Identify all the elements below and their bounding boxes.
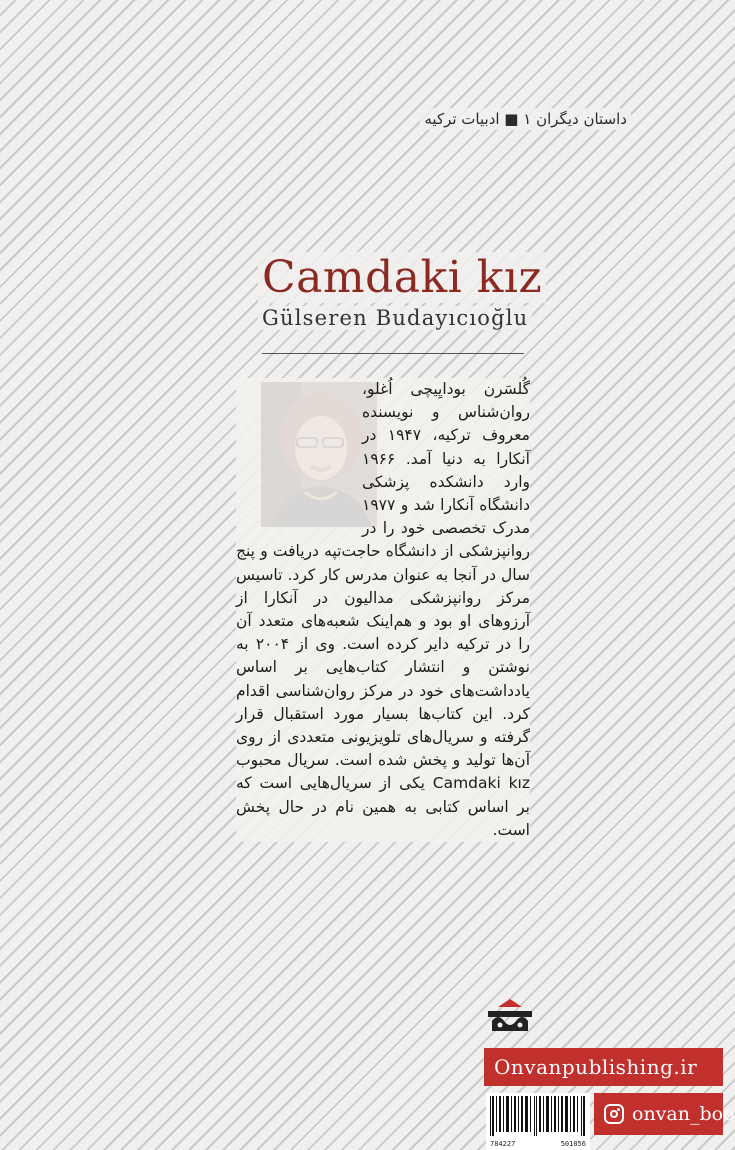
isbn-barcode: [486, 1093, 590, 1150]
publisher-website[interactable]: Onvanpublishing.ir: [484, 1048, 723, 1086]
barcode-digits: [490, 1140, 586, 1148]
publisher-instagram[interactable]: [594, 1093, 735, 1135]
book-author: Gülseren Budayıcıoğlu: [258, 306, 532, 330]
onvan-logo-icon: [480, 995, 540, 1037]
instagram-handle: onvan_boo: [632, 1103, 735, 1125]
author-bio: [236, 378, 530, 842]
author-bio-text: گُلسَرن بودایِیچی اُغلو، روان‌شناس و نویسنده معروف ترکیه، ۱۹۴۷ در آنکارا به دنیا آمد. ۱۹۶۶ وارد دانشکده پزشکی دانشگاه آنکارا شد و ۱۹۷۷ مدرک تخصصی خود را در روانپزشکی از دانشگاه حاجت‌تپه دریافت و پنج سال در آنجا به عنوان مدرس کار کرد. تاسیس مرکز روانپزشکی مدالیون در آنکارا از آرزوهای او بود و هم‌اینک شعبه‌های متعدد آن را در ترکیه دایر کرده است. وی از ۲۰۰۴ به نوشتن و انتشار کتاب‌هایی بر اساس یادداشت‌های خود در مرکز روان‌شناسی اقدام کرد. این کتاب‌ها بسیار مورد استقبال قرار گرفته و سریال‌های تلویزیونی متعددی از روی آن‌ها تولید و پخش شده است. سریال محبوب Camdaki kız یکی از سریال‌هایی است که بر اساس کتابی به همین نام در حال پخش است.: [236, 380, 531, 839]
barcode-digits-right: 501056: [560, 1140, 586, 1148]
title-divider: [262, 353, 524, 354]
series-label: داستان دیگران ۱ ■ ادبیات ترکیه: [420, 108, 631, 130]
instagram-icon: [604, 1104, 624, 1124]
book-title: Camdaki kız: [258, 252, 546, 303]
barcode-digits-left: 784227: [490, 1140, 516, 1148]
photo-spacer: [236, 378, 362, 528]
